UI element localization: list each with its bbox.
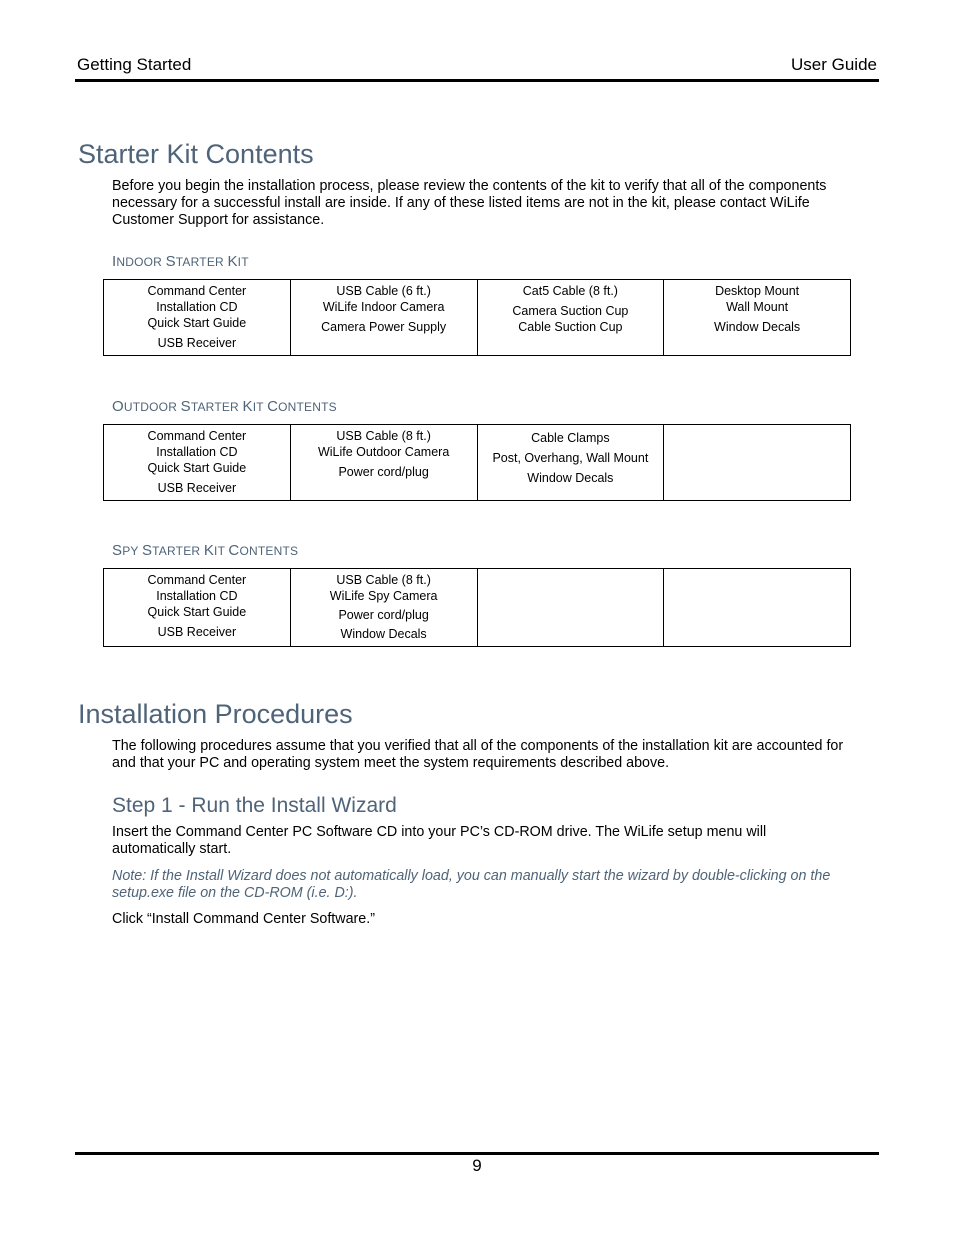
kit-cell: USB Cable (8 ft.) WiLife Outdoor Camera Power cord/plug (290, 425, 477, 501)
installation-heading: Installation Procedures (78, 699, 353, 729)
spy-kit-table (103, 568, 851, 647)
page-number: 9 (472, 1156, 482, 1175)
kit-cell: USB Cable (6 ft.) WiLife Indoor Camera Camera Power Supply (290, 280, 477, 356)
kit-cell-empty (664, 425, 851, 501)
header-rule (75, 79, 879, 82)
table-row (104, 280, 851, 356)
outdoor-kit-table (103, 424, 851, 501)
kit-cell: Command Center Installation CD Quick Start Guide USB Receiver (104, 280, 291, 356)
running-header-left: Getting Started (77, 55, 192, 74)
step1-text: Insert the Command Center PC Software CD into your PC’s CD-ROM drive. The WiLife setup menu will automatically start. (112, 824, 767, 857)
kit-cell: Command Center Installation CD Quick Start Guide USB Receiver (104, 569, 291, 647)
indoor-kit-table (103, 279, 851, 356)
step1-heading: Step 1 - Run the Install Wizard (112, 794, 397, 817)
kit-cell-empty (477, 569, 664, 647)
kit-cell: Cable Clamps Post, Overhang, Wall Mount Window Decals (477, 425, 664, 501)
indoor-kit-heading: INDOOR STARTER KIT (112, 253, 249, 270)
step1-click-text: Click “Install Command Center Software.” (112, 911, 375, 927)
starter-kit-heading: Starter Kit Contents (78, 139, 314, 169)
step1-note: Note: If the Install Wizard does not automatically load, you can manually start the wizard by double-clicking on the setup.exe file on the CD-ROM (i.e. D:). (112, 868, 831, 901)
running-header-right: User Guide (791, 55, 877, 74)
footer-rule (75, 1152, 879, 1155)
kit-cell: Desktop Mount Wall Mount Window Decals (664, 280, 851, 356)
outdoor-kit-heading: OUTDOOR STARTER KIT CONTENTS (112, 398, 337, 415)
spy-kit-heading: SPY STARTER KIT CONTENTS (112, 542, 299, 559)
kit-cell: USB Cable (8 ft.) WiLife Spy Camera Power cord/plug Window Decals (290, 569, 477, 647)
kit-cell-empty (664, 569, 851, 647)
starter-kit-intro: Before you begin the installation process, please review the contents of the kit to verify that all of the components necessary for a successful install are inside. If any of these listed items are not in the kit, please contact WiLife Customer Support for assistance. (112, 178, 827, 228)
installation-intro: The following procedures assume that you verified that all of the components of the installation kit are accounted for and that your PC and operating system meet the system requirements described above. (112, 738, 844, 771)
kit-cell: Cat5 Cable (8 ft.) Camera Suction Cup Cable Suction Cup (477, 280, 664, 356)
table-row (104, 425, 851, 501)
table-row (104, 569, 851, 647)
kit-cell: Command Center Installation CD Quick Start Guide USB Receiver (104, 425, 291, 501)
